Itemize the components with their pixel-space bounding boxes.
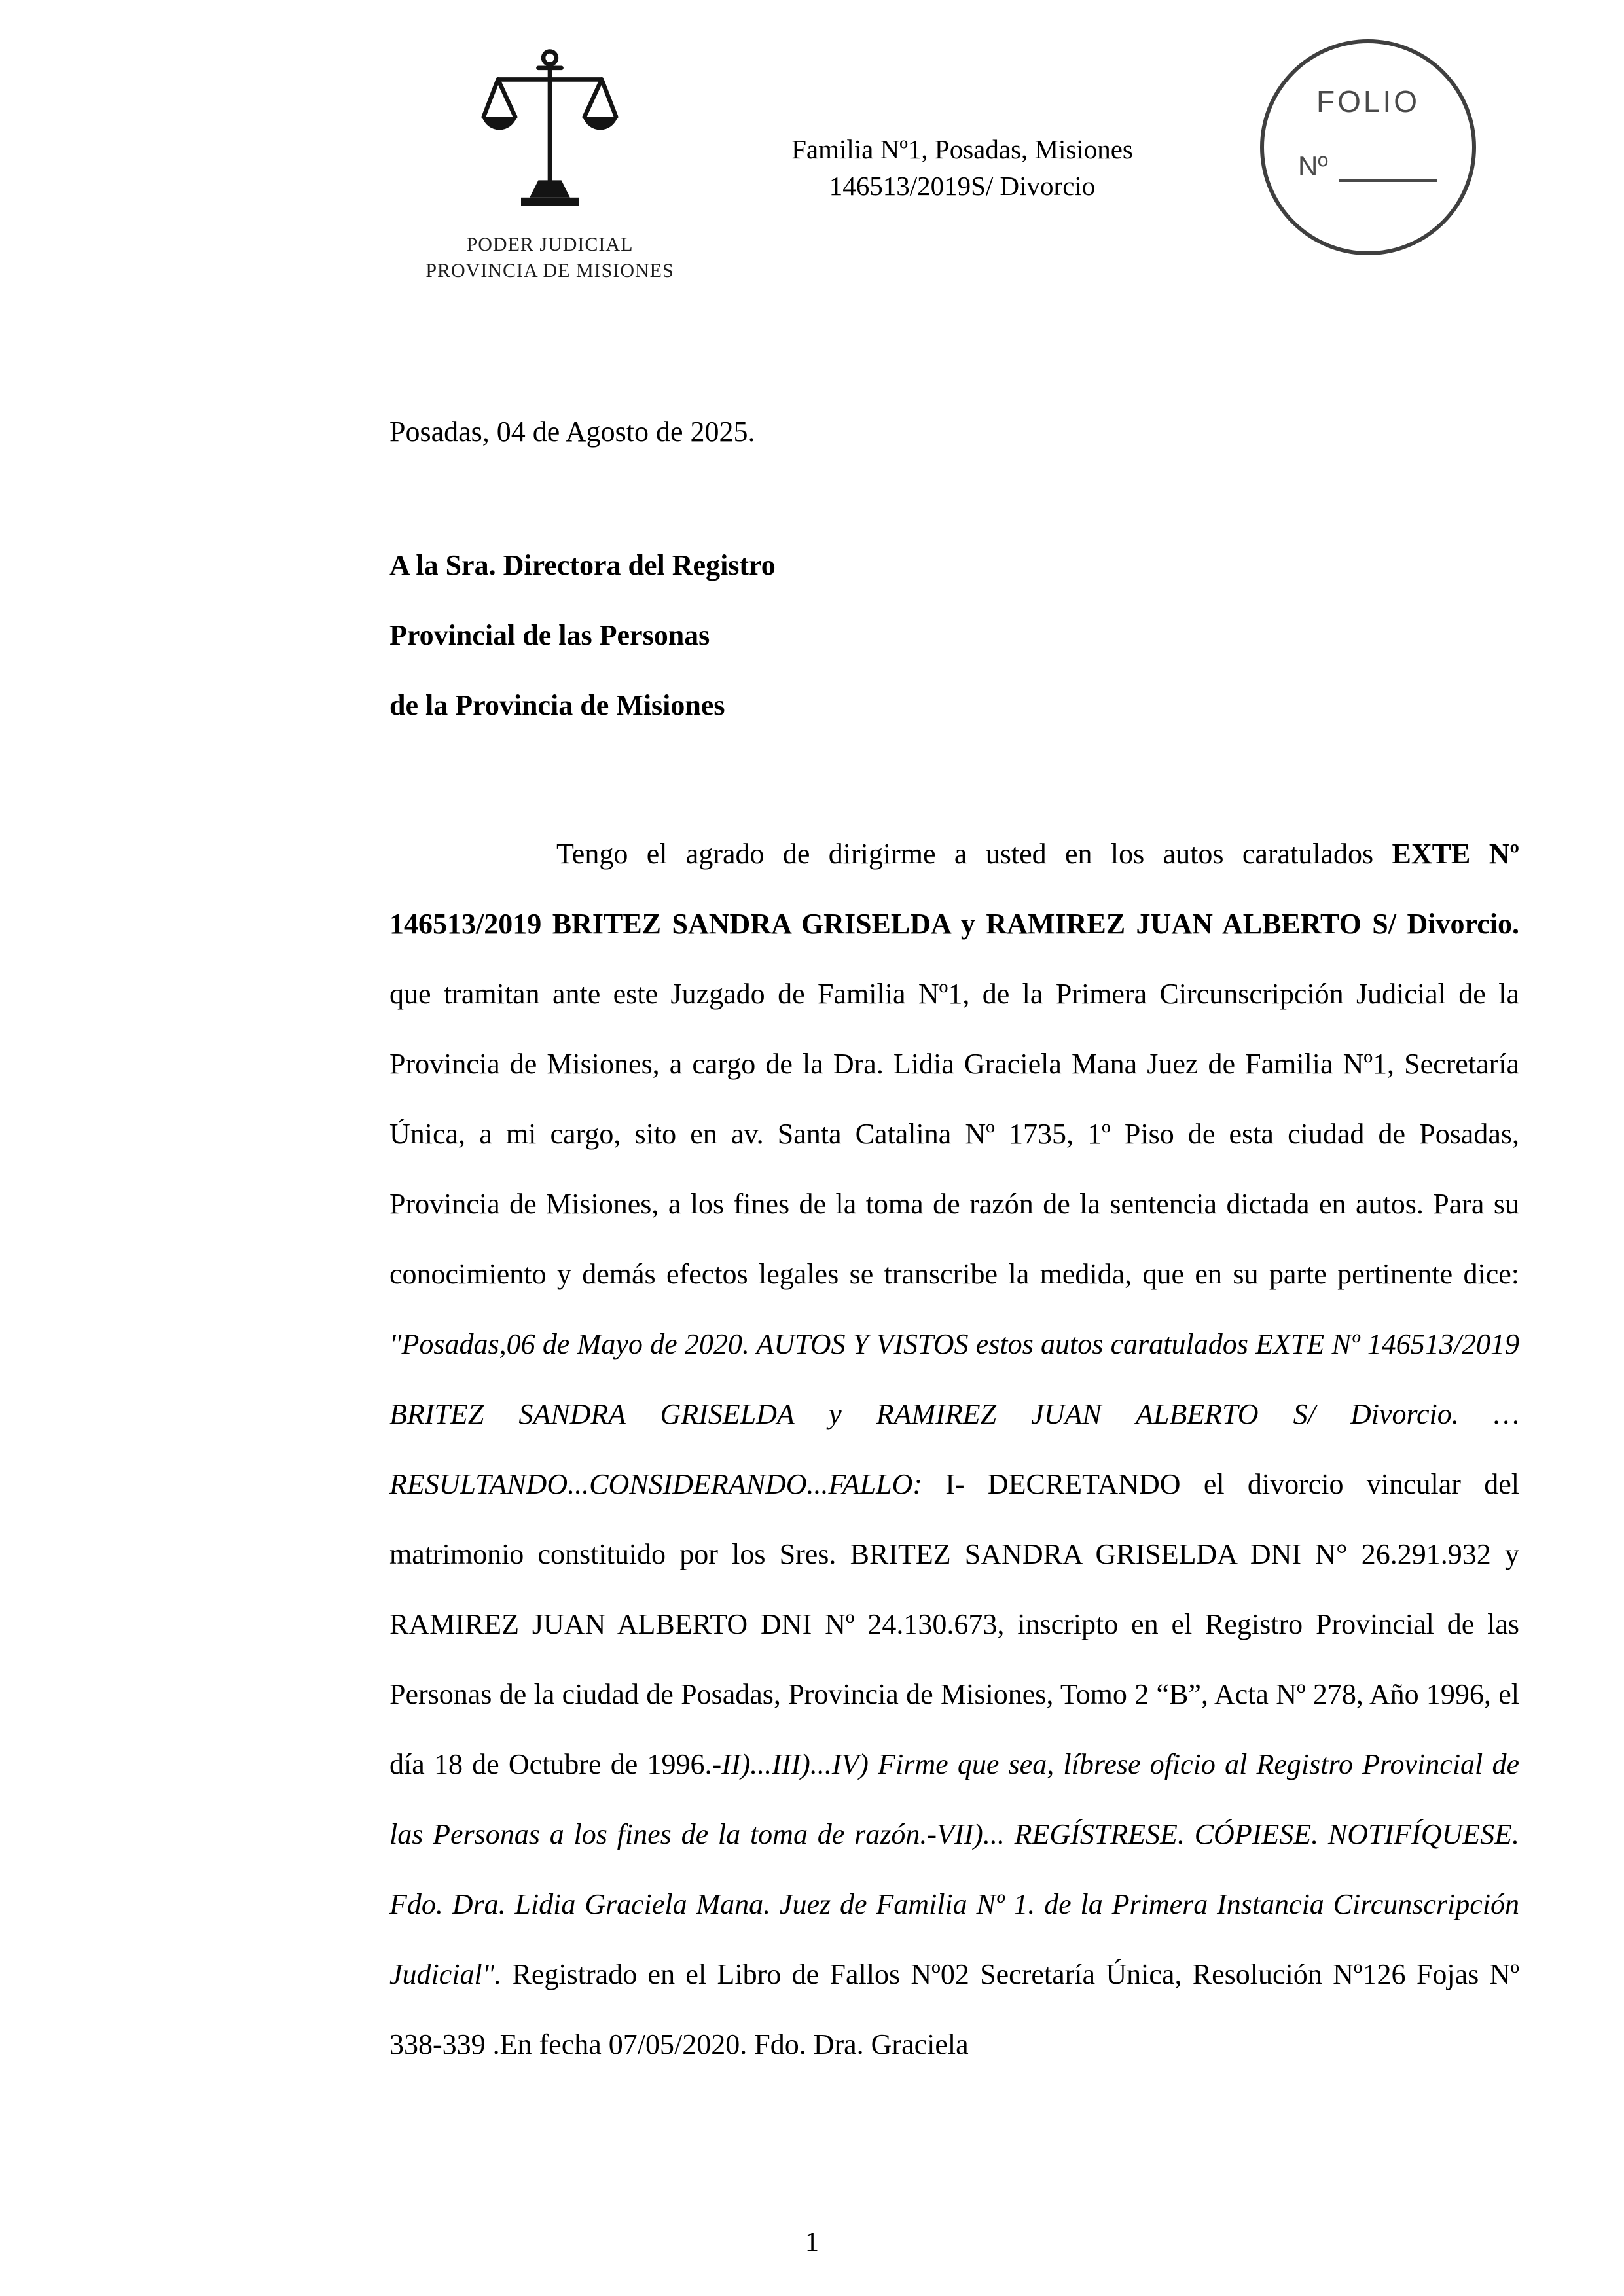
- text-run: II)...III)...IV) Firme que sea, líbrese oficio al Registro Provincial de las Personas a los fines de la toma de razón.-VII)... REGÍSTRESE. CÓPIESE. NOTIFÍQUESE. Fdo. Dra. Lidia Graciela Mana. Juez de Familia Nº 1. de la Primera Instancia Circunscripción Judicial".: [389, 1748, 1519, 1990]
- page-number: 1: [805, 2227, 819, 2257]
- scales-of-justice-icon: [478, 46, 622, 223]
- text-run: EXTE Nº 146513/2019 BRITEZ SANDRA GRISELDA y RAMIREZ JUAN ALBERTO S/ Divorcio.: [389, 838, 1519, 940]
- date-line: Posadas, 04 de Agosto de 2025.: [389, 416, 755, 448]
- recipient-block: [389, 530, 1519, 740]
- folio-stamp: [1260, 39, 1476, 255]
- text-run: Tengo el agrado de dirigirme a usted en los autos caratulados: [556, 838, 1392, 870]
- letterhead: [0, 0, 1624, 340]
- text-run: que tramitan ante este Juzgado de Familia Nº1, de la Primera Circunscripción Judicial de la Provincia de Misiones, a cargo de la Dra. Lidia Graciela Mana Juez de Familia Nº1, Secretaría Única, a mi cargo, sito en av. Santa Catalina Nº 1735, 1º Piso de esta ciudad de Posadas, Provincia de Misiones, a los fines de la toma de razón de la sentencia dictada en autos. Para su conocimiento y demás efectos legales se transcribe la medida, que en su parte pertinente dice:: [389, 978, 1519, 1290]
- folio-stamp-label: FOLIO: [1316, 84, 1420, 118]
- letter-content: [0, 412, 1624, 2079]
- recipient-line2: Provincial de las Personas: [389, 619, 710, 651]
- logo-caption: [412, 232, 687, 284]
- text-run: "Posadas,06 de Mayo de 2020. AUTOS Y VISTOS estos autos caratulados EXTE Nº 146513/2019 BRITEZ SANDRA GRISELDA y RAMIREZ JUAN ALBERTO S/ Divorcio. … RESULTANDO...CONSIDERANDO...FALLO:: [389, 1328, 1519, 1500]
- letter-body-paragraph: [389, 819, 1519, 2079]
- logo-caption-line1: PODER JUDICIAL: [466, 234, 634, 255]
- folio-number-label: Nº: [1298, 151, 1328, 181]
- folio-number-blank: [1339, 157, 1437, 182]
- court-info-line2: 146513/2019S/ Divorcio: [829, 171, 1096, 201]
- judicial-logo: [412, 46, 687, 284]
- court-info: [733, 131, 1191, 204]
- recipient-line1: A la Sra. Directora del Registro: [389, 549, 776, 581]
- text-run: I- DECRETANDO el divorcio vincular del matrimonio constituido por los Sres. BRITEZ SANDRA GRISELDA DNI N° 26.291.932 y RAMIREZ JUAN ALBERTO DNI Nº 24.130.673, inscripto en el Registro Provincial de las Personas de la ciudad de Posadas, Provincia de Misiones, Tomo 2 “B”, Acta Nº 278, Año 1996, el día 18 de Octubre de 1996.-: [389, 1468, 1519, 1780]
- text-run: Registrado en el Libro de Fallos Nº02 Secretaría Única, Resolución Nº126 Fojas Nº 338-339 .En fecha 07/05/2020. Fdo. Dra. Graciela: [389, 1958, 1519, 2060]
- logo-caption-line2: PROVINCIA DE MISIONES: [425, 260, 674, 281]
- recipient-line3: de la Provincia de Misiones: [389, 689, 725, 721]
- court-info-line1: Familia Nº1, Posadas, Misiones: [791, 134, 1133, 164]
- folio-number-row: [1298, 151, 1472, 182]
